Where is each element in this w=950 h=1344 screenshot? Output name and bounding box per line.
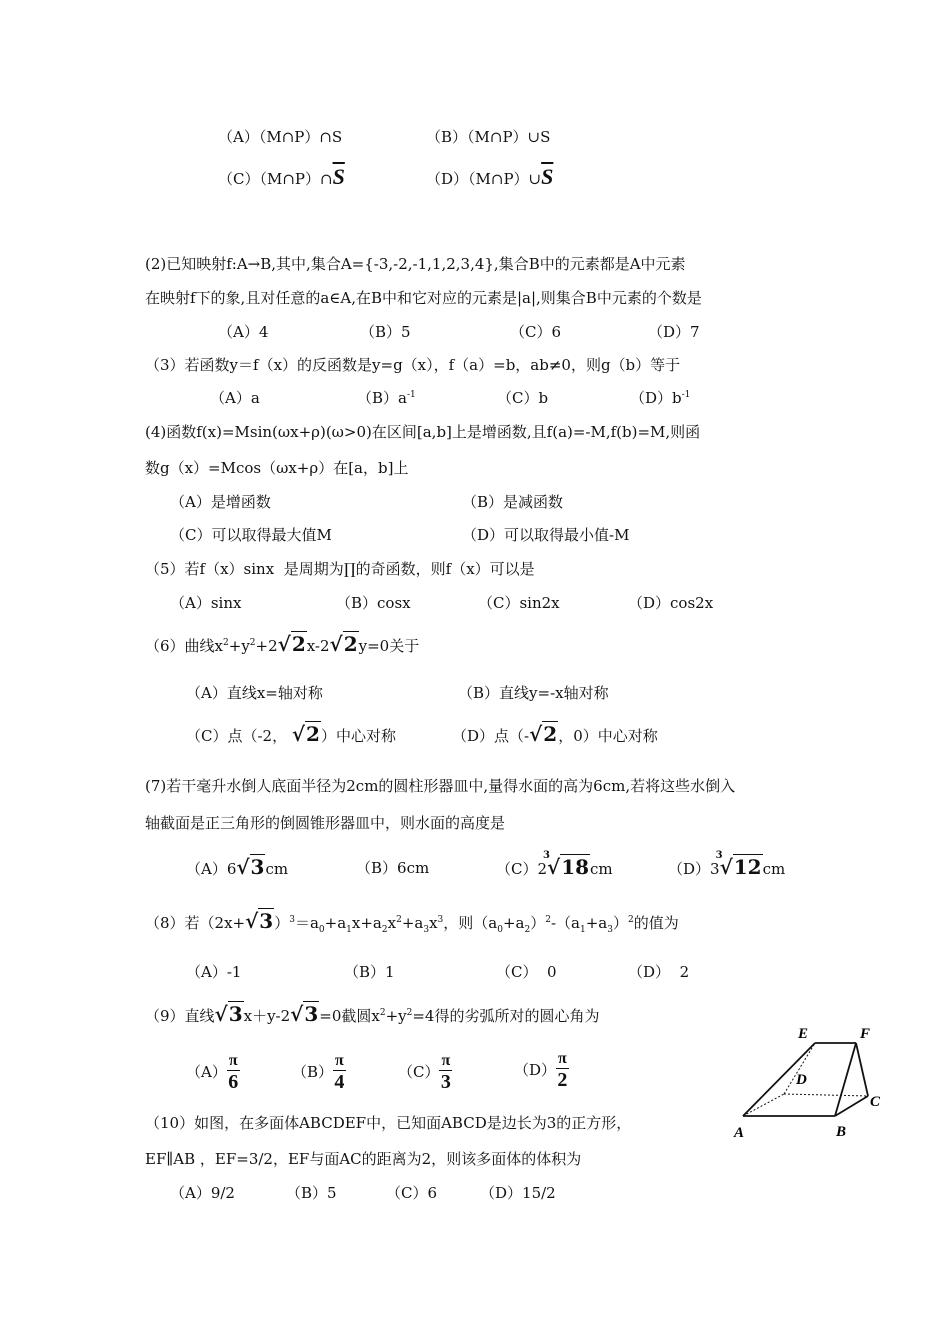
q8-option-c: （C） 0 — [496, 963, 557, 981]
label-e: E — [798, 1026, 809, 1042]
q5-option-a: （A）sinx — [170, 594, 242, 612]
q9-option-c: （C） $\frac{\pi}{3}$ — [398, 1052, 451, 1093]
hidden-edge-ad — [743, 1094, 784, 1116]
hidden-edge-dc — [784, 1094, 868, 1096]
q7-option-d: （D）3 3 √12cm — [668, 850, 786, 879]
q6-option-d: （D）点（-√2，0）中心对称 — [452, 722, 658, 746]
q5-option-d: （D）cos2x — [628, 594, 714, 612]
sqrt-symbol: √ — [245, 909, 259, 933]
q4-option-d: （D）可以取得最小值-M — [462, 526, 630, 544]
fraction: $\frac{\pi}{2}$ — [557, 1050, 568, 1091]
polyhedron-figure — [728, 1018, 888, 1144]
q1-option-b: （B）（M∩P）∪S — [426, 128, 551, 146]
q9-stem: （9）直线√3x＋y-2√3=0截圆$x^2+y^2=4$得的劣弧所对的圆心角为 — [145, 1002, 600, 1026]
q8-option-d: （D） 2 — [628, 963, 690, 981]
q2-option-c: （C）6 — [510, 323, 562, 341]
q4-option-a: （A）是增函数 — [170, 493, 271, 511]
q7-option-a: （A）6√3cm — [186, 855, 289, 879]
label-b: B — [836, 1124, 847, 1140]
q9-option-b: （B） $\frac{\pi}{4}$ — [292, 1052, 345, 1093]
s-complement: $\overline{S}$ — [332, 164, 345, 189]
fraction: $\frac{\pi}{4}$ — [334, 1052, 345, 1093]
q6-stem: （6）曲线$x^2+y^2+2√2x-2√2y=0$关于 — [145, 632, 420, 656]
q10-option-a: （A）9/2 — [170, 1184, 235, 1202]
edge-fc — [856, 1043, 868, 1096]
q2-stem-line1: (2)已知映射f:A→B,其中,集合A={-3,-2,-1,1,2,3,4},集合B中的元素都是A中元素 — [145, 255, 686, 273]
q5-option-b: （B）cosx — [336, 594, 411, 612]
q2-option-b: （B）5 — [360, 323, 411, 341]
q10-option-c: （C）6 — [386, 1184, 438, 1202]
q5-option-c: （C）sin2x — [478, 594, 560, 612]
q6-option-b: （B）直线y=-x轴对称 — [458, 684, 609, 702]
q8-option-a: （A）-1 — [186, 963, 242, 981]
q4-stem-line1: (4)函数f(x)=Msin(ωx+ρ)(ω>0)在区间[a,b]上是增函数,且f(a)=-M,f(b)=M,则函 — [145, 423, 701, 441]
q2-stem-line2: 在映射f下的象,且对任意的a∈A,在B中和它对应的元素是|a|,则集合B中元素的个数是 — [145, 289, 702, 307]
cube-root-symbol: √ — [719, 855, 733, 879]
q10-stem-line1: （10）如图，在多面体ABCDEF中，已知面ABCD是边长为3的正方形， — [145, 1114, 632, 1132]
label-a: A — [734, 1125, 745, 1141]
sqrt-symbol: √ — [290, 1002, 304, 1026]
q1-option-d: $(D)(M\cap P)\cup\overline{S}$ — [426, 164, 554, 189]
sqrt-symbol: √ — [277, 632, 291, 656]
q6-option-c: （C）点（-2， √2）中心对称 — [186, 722, 396, 746]
q1-option-a: （A）（M∩P）∩S — [218, 128, 343, 146]
label-c: C — [870, 1094, 881, 1110]
q6-option-a: （A）直线x=轴对称 — [186, 684, 323, 702]
q4-stem-line2: 数g（x）=Mcos（ωx+ρ）在[a，b]上 — [145, 459, 409, 477]
q3-option-d: $(D)b^{-1}$ — [630, 389, 691, 407]
q5-stem: （5）若f（x）sinx 是周期为∏的奇函数，则f（x）可以是 — [145, 560, 535, 578]
q3-option-a: （A）a — [210, 389, 260, 407]
q7-stem-line1: (7)若干毫升水倒人底面半径为2cm的圆柱形器皿中,量得水面的高为6cm,若将这些水倒入 — [145, 777, 736, 795]
label-f: F — [860, 1026, 871, 1042]
label-d: D — [796, 1072, 807, 1088]
q3-option-c: （C）b — [497, 389, 549, 407]
q8-option-b: （B）1 — [344, 963, 395, 981]
q7-option-c: （C）2 3 √18cm — [496, 850, 613, 879]
sqrt-symbol: √ — [529, 722, 543, 746]
q2-option-a: （A）4 — [218, 323, 269, 341]
q10-stem-line2: EF∥AB ，EF=3/2，EF与面AC的距离为2，则该多面体的体积为 — [145, 1150, 582, 1168]
q7-option-b: （B）6cm — [356, 859, 430, 877]
cube-root-symbol: √ — [547, 855, 561, 879]
fraction: $\frac{\pi}{6}$ — [228, 1052, 239, 1093]
q7-stem-line2: 轴截面是正三角形的倒圆锥形器皿中，则水面的高度是 — [145, 814, 506, 832]
q1-option-c: $(C)(M\cap P)\cap\overline{S}$ — [218, 164, 345, 189]
q3-option-b: $(B)a^{-1}$ — [357, 389, 416, 407]
q9-option-a: （A） $\frac{\pi}{6}$ — [186, 1052, 239, 1093]
q9-option-d: （D） $\frac{\pi}{2}$ — [514, 1050, 568, 1091]
sqrt-symbol: √ — [291, 722, 306, 746]
q4-option-b: （B）是减函数 — [462, 493, 564, 511]
q10-option-d: （D）15/2 — [480, 1184, 556, 1202]
q4-option-c: （C）可以取得最大值M — [170, 526, 332, 544]
fraction: $\frac{\pi}{3}$ — [440, 1052, 451, 1093]
sqrt-symbol: √ — [214, 1002, 228, 1026]
q10-option-b: （B）5 — [286, 1184, 337, 1202]
s-complement: $\overline{S}$ — [541, 164, 554, 189]
sqrt-symbol: √ — [329, 632, 343, 656]
sqrt-symbol: √ — [236, 855, 250, 879]
q2-option-d: （D）7 — [648, 323, 700, 341]
q3-stem: （3）若函数y＝f（x）的反函数是y=g（x），f（a）=b，ab≠0，则g（b）等于 — [145, 356, 681, 374]
q8-stem: （8）若$(2x+√3)^3=a_0+a_1x+a_2x^2+a_3x^3$，则$(a_0+a_2)^2-(a_1+a_3)^2$的值为 — [145, 909, 679, 935]
